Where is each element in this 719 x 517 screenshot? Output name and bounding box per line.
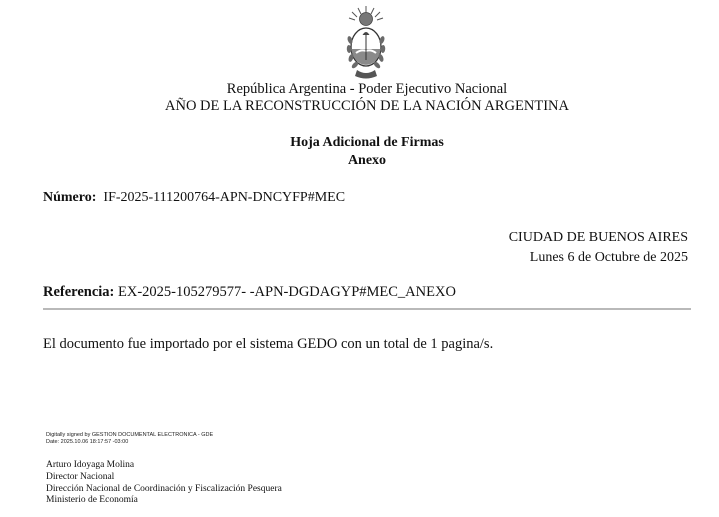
signer-name: Arturo Idoyaga Molina (46, 460, 135, 470)
header-year-motto: AÑO DE LA RECONSTRUCCIÓN DE LA NACIÓN ARGENTINA (165, 98, 569, 114)
digital-signature-line: Digitally signed by GESTION DOCUMENTAL ELECTRONICA - GDE (46, 432, 214, 438)
header-government-line: República Argentina - Poder Ejecutivo Nacional (226, 81, 508, 97)
digital-signature-date: Date: 2025.10.06 18:17:57 -03:00 (46, 439, 129, 445)
referencia-row (43, 284, 456, 301)
document-date: Lunes 6 de Octubre de 2025 (529, 250, 688, 265)
signer-ministry: Ministerio de Economía (46, 495, 138, 505)
numero-label: Número: (43, 190, 97, 205)
document-body-text: El documento fue importado por el sistema GEDO con un total de 1 pagina/s. (43, 336, 494, 352)
document-subtitle: Anexo (347, 153, 387, 168)
section-divider (43, 308, 691, 310)
signer-department: Dirección Nacional de Coordinación y Fiscalización Pesquera (46, 484, 282, 494)
document-city: CIUDAD DE BUENOS AIRES (508, 230, 688, 245)
referencia-label: Referencia: (43, 284, 115, 300)
numero-row (43, 189, 345, 206)
argentine-coat-of-arms-icon (341, 4, 391, 82)
numero-value: IF-2025-111200764-APN-DNCYFP#MEC (103, 190, 346, 205)
document-title: Hoja Adicional de Firmas (290, 135, 444, 150)
signer-role: Director Nacional (46, 472, 115, 482)
referencia-value: EX-2025-105279577- -APN-DGDAGYP#MEC_ANEXO (118, 284, 456, 300)
